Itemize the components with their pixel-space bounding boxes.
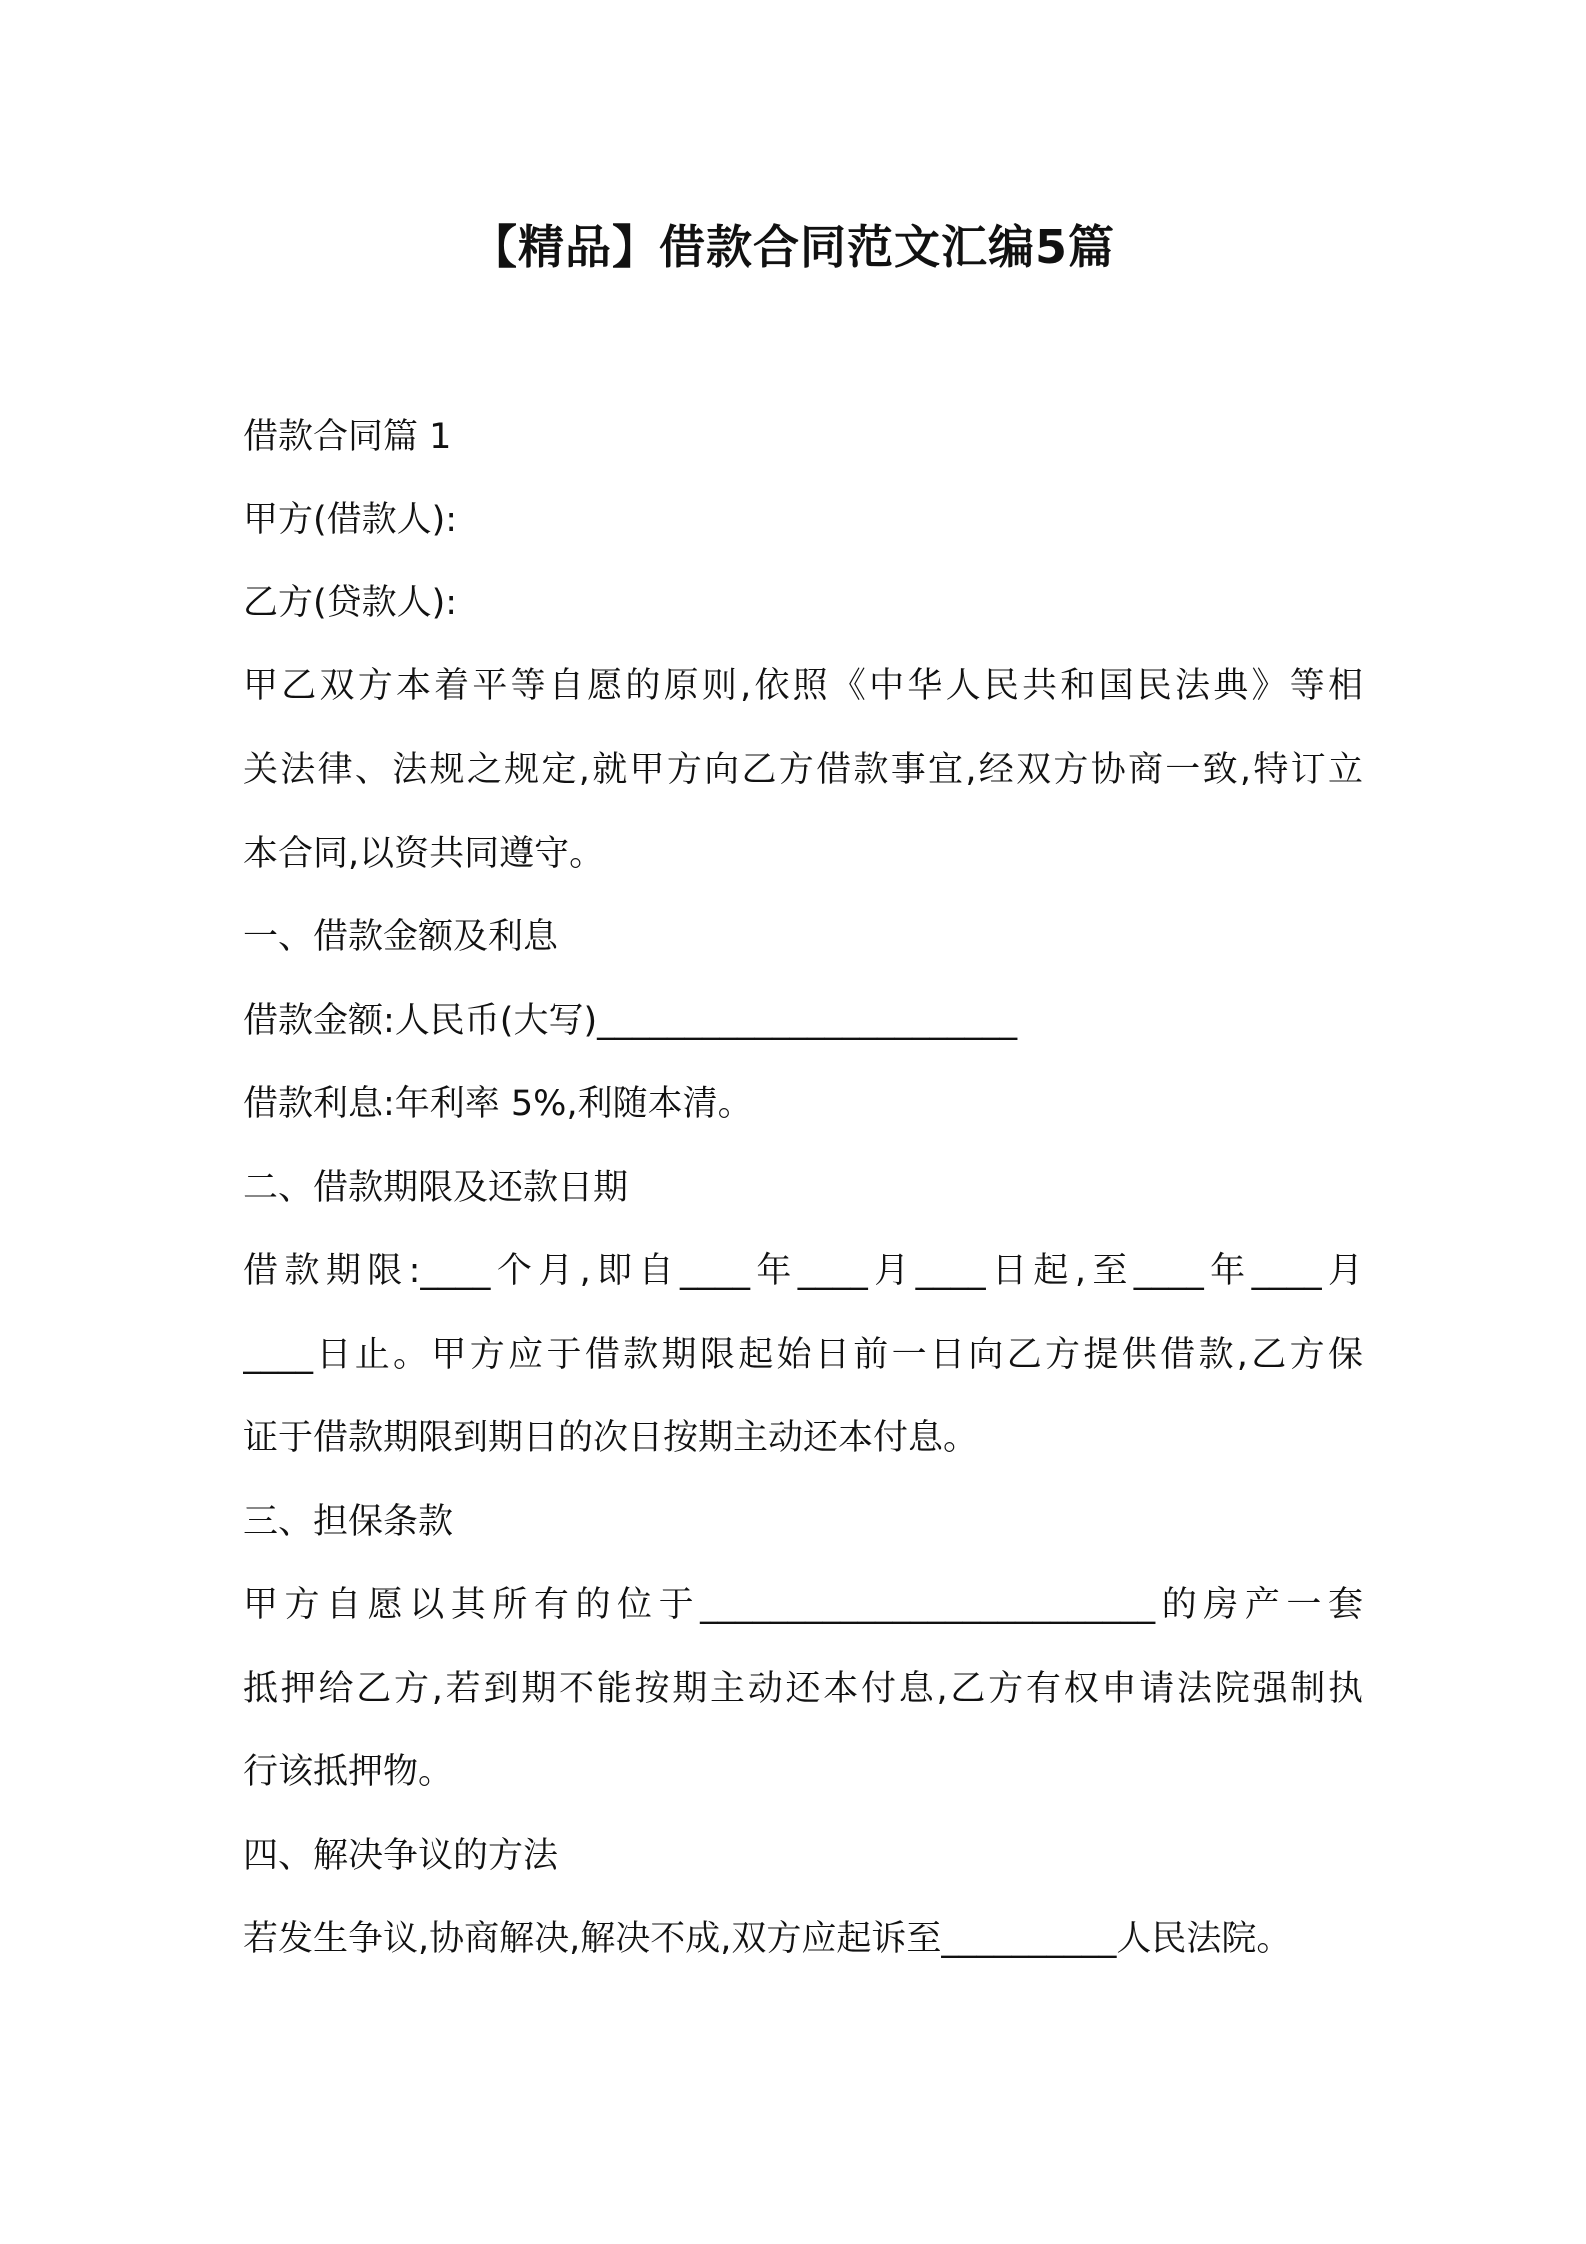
- paragraph-line: 关法律、法规之规定,就甲方向乙方借款事宜,经双方协商一致,特订立: [243, 750, 1363, 790]
- clause-heading-guarantee: 三、担保条款: [243, 1502, 454, 1542]
- loan-amount-line: 借款金额:人民币(大写)________________________: [243, 1001, 1018, 1041]
- party-b-label: 乙方(贷款人):: [243, 583, 458, 623]
- paragraph-line: 甲乙双方本着平等自愿的原则,依照《中华人民共和国民法典》等相: [243, 666, 1363, 706]
- paragraph-line: 本合同,以资共同遵守。: [243, 834, 605, 874]
- document-title: 【精品】借款合同范文汇编5篇: [470, 220, 1115, 274]
- paragraph-line: ____日止。甲方应于借款期限起始日前一日向乙方提供借款,乙方保: [243, 1335, 1363, 1375]
- paragraph-line: 甲方自愿以其所有的位于__________________________的房产一套: [243, 1585, 1363, 1625]
- clause-heading-term: 二、借款期限及还款日期: [243, 1168, 629, 1208]
- party-a-label: 甲方(借款人):: [243, 500, 458, 540]
- clause-heading-amount: 一、借款金额及利息: [243, 917, 559, 957]
- paragraph-line: 若发生争议,协商解决,解决不成,双方应起诉至__________人民法院。: [243, 1919, 1292, 1959]
- section-heading-contract-1: 借款合同篇 1: [243, 417, 452, 457]
- paragraph-line: 抵押给乙方,若到期不能按期主动还本付息,乙方有权申请法院强制执: [243, 1669, 1363, 1709]
- paragraph-line: 借款期限:____个月,即自____年____月____日起,至____年____月: [243, 1251, 1363, 1291]
- paragraph-line: 证于借款期限到期日的次日按期主动还本付息。: [243, 1418, 979, 1458]
- paragraph-line: 行该抵押物。: [243, 1752, 454, 1792]
- loan-interest-line: 借款利息:年利率 5%,利随本清。: [243, 1084, 753, 1124]
- clause-heading-dispute: 四、解决争议的方法: [243, 1836, 559, 1876]
